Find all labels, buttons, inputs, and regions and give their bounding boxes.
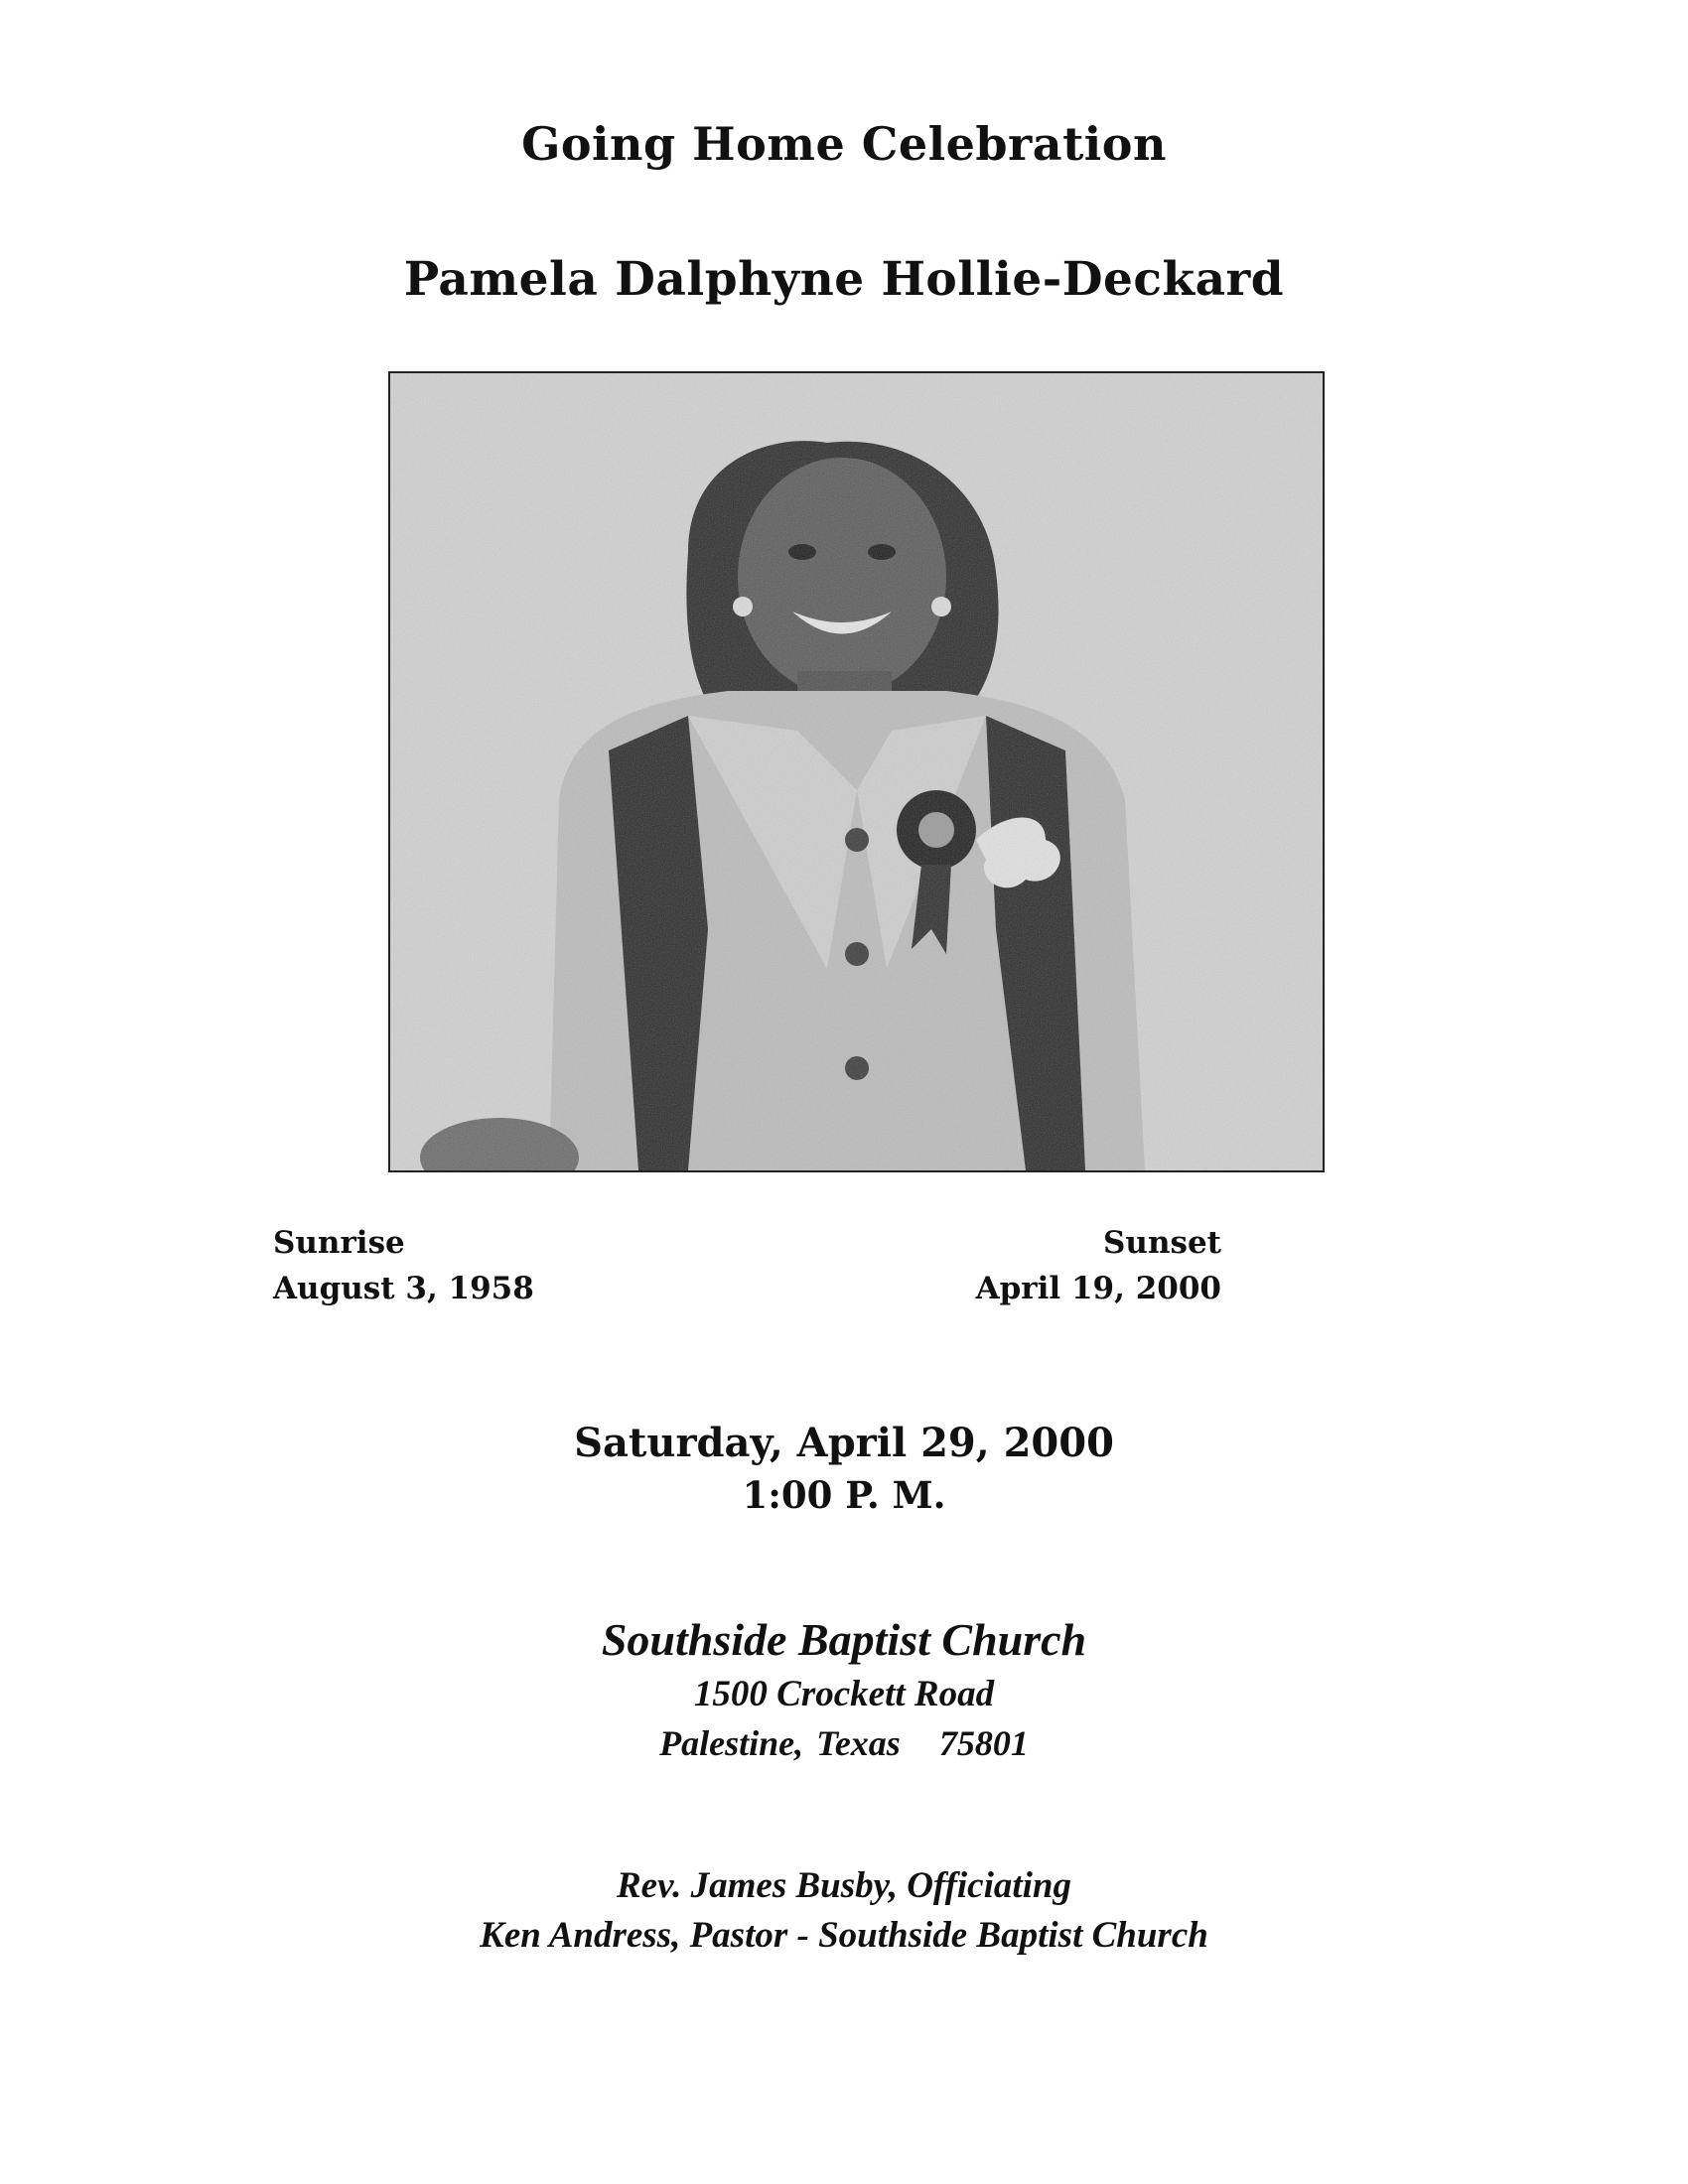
church-street: 1500 Crockett Road bbox=[693, 1674, 995, 1714]
sunrise-date: August 3, 1958 bbox=[273, 1271, 534, 1306]
service-date: Saturday, April 29, 2000 bbox=[574, 1420, 1114, 1466]
program-title: Going Home Celebration bbox=[521, 117, 1167, 171]
sunrise-label: Sunrise bbox=[273, 1225, 405, 1261]
portrait-photo bbox=[388, 371, 1325, 1172]
church-city: Palestine, Texas 75801 bbox=[659, 1723, 1029, 1763]
sunset-label: Sunset bbox=[1103, 1225, 1221, 1261]
pastor-line: Ken Andress, Pastor - Southside Baptist Church bbox=[480, 1915, 1208, 1956]
deceased-name: Pamela Dalphyne Hollie-Deckard bbox=[403, 252, 1285, 307]
church-name: Southside Baptist Church bbox=[601, 1614, 1087, 1665]
sunset-date: April 19, 2000 bbox=[975, 1271, 1221, 1306]
service-time: 1:00 P. M. bbox=[742, 1473, 946, 1517]
officiant-line: Rev. James Busby, Officiating bbox=[616, 1865, 1072, 1906]
